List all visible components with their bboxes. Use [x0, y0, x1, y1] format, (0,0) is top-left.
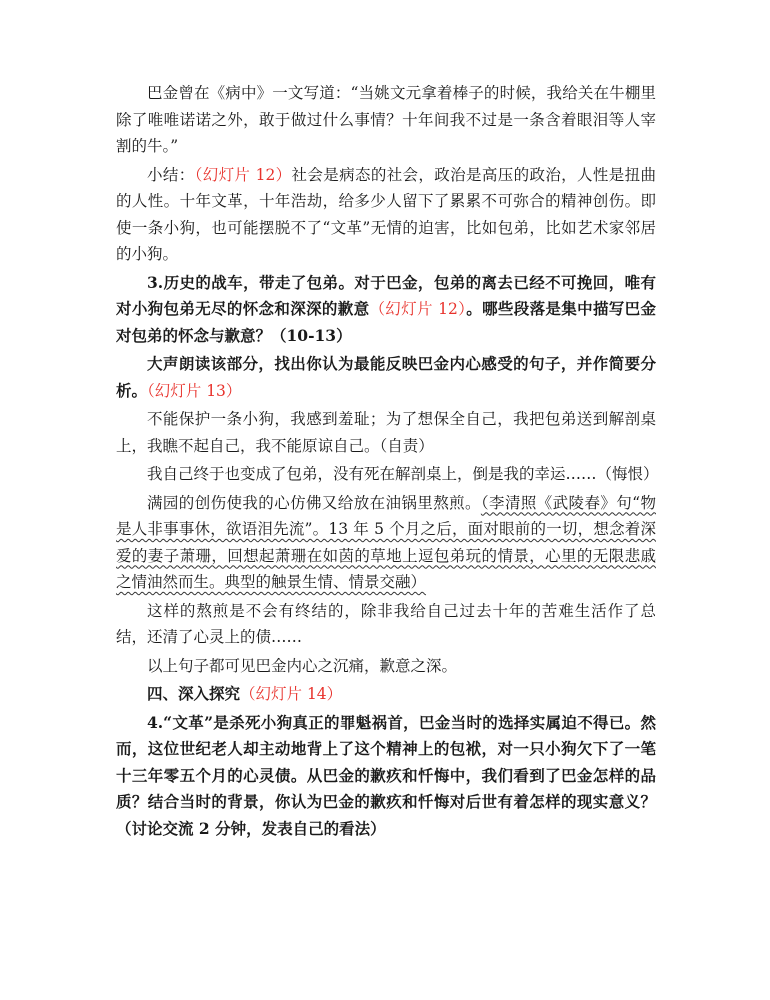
section-4-heading — [116, 681, 656, 708]
conclusion-paragraph: 以上句子都可见巴金内心之沉痛，歉意之深。 — [147, 656, 458, 675]
quote-paragraph: 巴金曾在《病中》一文写道：“当姚文元拿着棒子的时候，我给关在牛棚里除了唯唯诺诺之外，敢于做过什么事情？十年间我不过是一条含着眼泪等人宰割的牛。” — [116, 84, 656, 155]
sentence-anguish-text: 满园的创伤使我的心仿佛又给放在油锅里熬煎。 — [147, 493, 481, 512]
slide-ref-12b: （幻灯片 12） — [369, 300, 467, 318]
question-3-text-b: 。哪些段落是集中描写巴金对包弟的怀念与歉意？（10-13） — [116, 299, 656, 345]
summary-paragraph — [116, 162, 656, 268]
sentence-anguish — [116, 490, 656, 596]
document-page — [116, 80, 659, 842]
read-aloud-text: 大声朗读该部分，找出你认为最能反映巴金内心感受的句子，并作简要分析。 — [116, 354, 656, 400]
sentence-endless: 这样的熬煎是不会有终结的，除非我给自己过去十年的苦难生活作了总结，还清了心灵上的债…… — [116, 601, 656, 646]
wavy-underlined-annotation: （李清照《武陵春》句“物是人非事事休，欲语泪先流”。13 年 5 个月之后，面对眼前的一切，想念着深爱的妻子萧珊，回想起萧珊在如茵的草地上逗包弟玩的情景，心里的无限悲戚之情油然而生。典型的触景生情、情景交融） — [116, 493, 656, 591]
section-4-title: 四、深入探究 — [147, 684, 241, 703]
slide-ref-12a: （幻灯片 12） — [194, 165, 292, 184]
question-4-paragraph: 4.“文革”是杀死小狗真正的罪魁祸首，巴金当时的选择实属迫不得已。然而，这位世纪老人却主动地背上了这个精神上的包袱，对一只小狗欠下了一笔十三年零五个月的心灵债。从巴金的歉疚和忏悔中，我们看到了巴金怎样的品质？结合当时的背景，你认为巴金的歉疚和忏悔对后世有着怎样的现实意义？（讨论交流 2 分钟，发表自己的看法） — [116, 712, 656, 838]
summary-text: 社会是病态的社会，政治是高压的政治，人性是扭曲的人性。十年文革，十年浩劫，给多少人留下了累累不可弥合的精神创伤。即使一条小狗，也可能摆脱不了“文革”无情的迫害，比如包弟，比如艺术家邻居的小狗。 — [116, 165, 656, 263]
read-aloud-paragraph — [116, 351, 656, 404]
slide-ref-13: （幻灯片 13） — [147, 381, 242, 400]
sentence-regret: 我自己终于也变成了包弟，没有死在解剖桌上，倒是我的幸运……（悔恨） — [147, 465, 659, 483]
question-3-text-a: 3.历史的战车，带走了包弟。对于巴金，包弟的离去已经不可挽回，唯有对小狗包弟无尽的怀念和深深的歉意 — [116, 272, 656, 318]
sentence-self-blame: 不能保护一条小狗，我感到羞耻；为了想保全自己，我把包弟送到解剖桌上，我瞧不起自己，我不能原谅自己。（自责） — [116, 410, 656, 455]
slide-ref-14: （幻灯片 14） — [240, 685, 343, 703]
summary-label: 小结： — [147, 165, 195, 184]
question-3-paragraph — [116, 270, 656, 350]
